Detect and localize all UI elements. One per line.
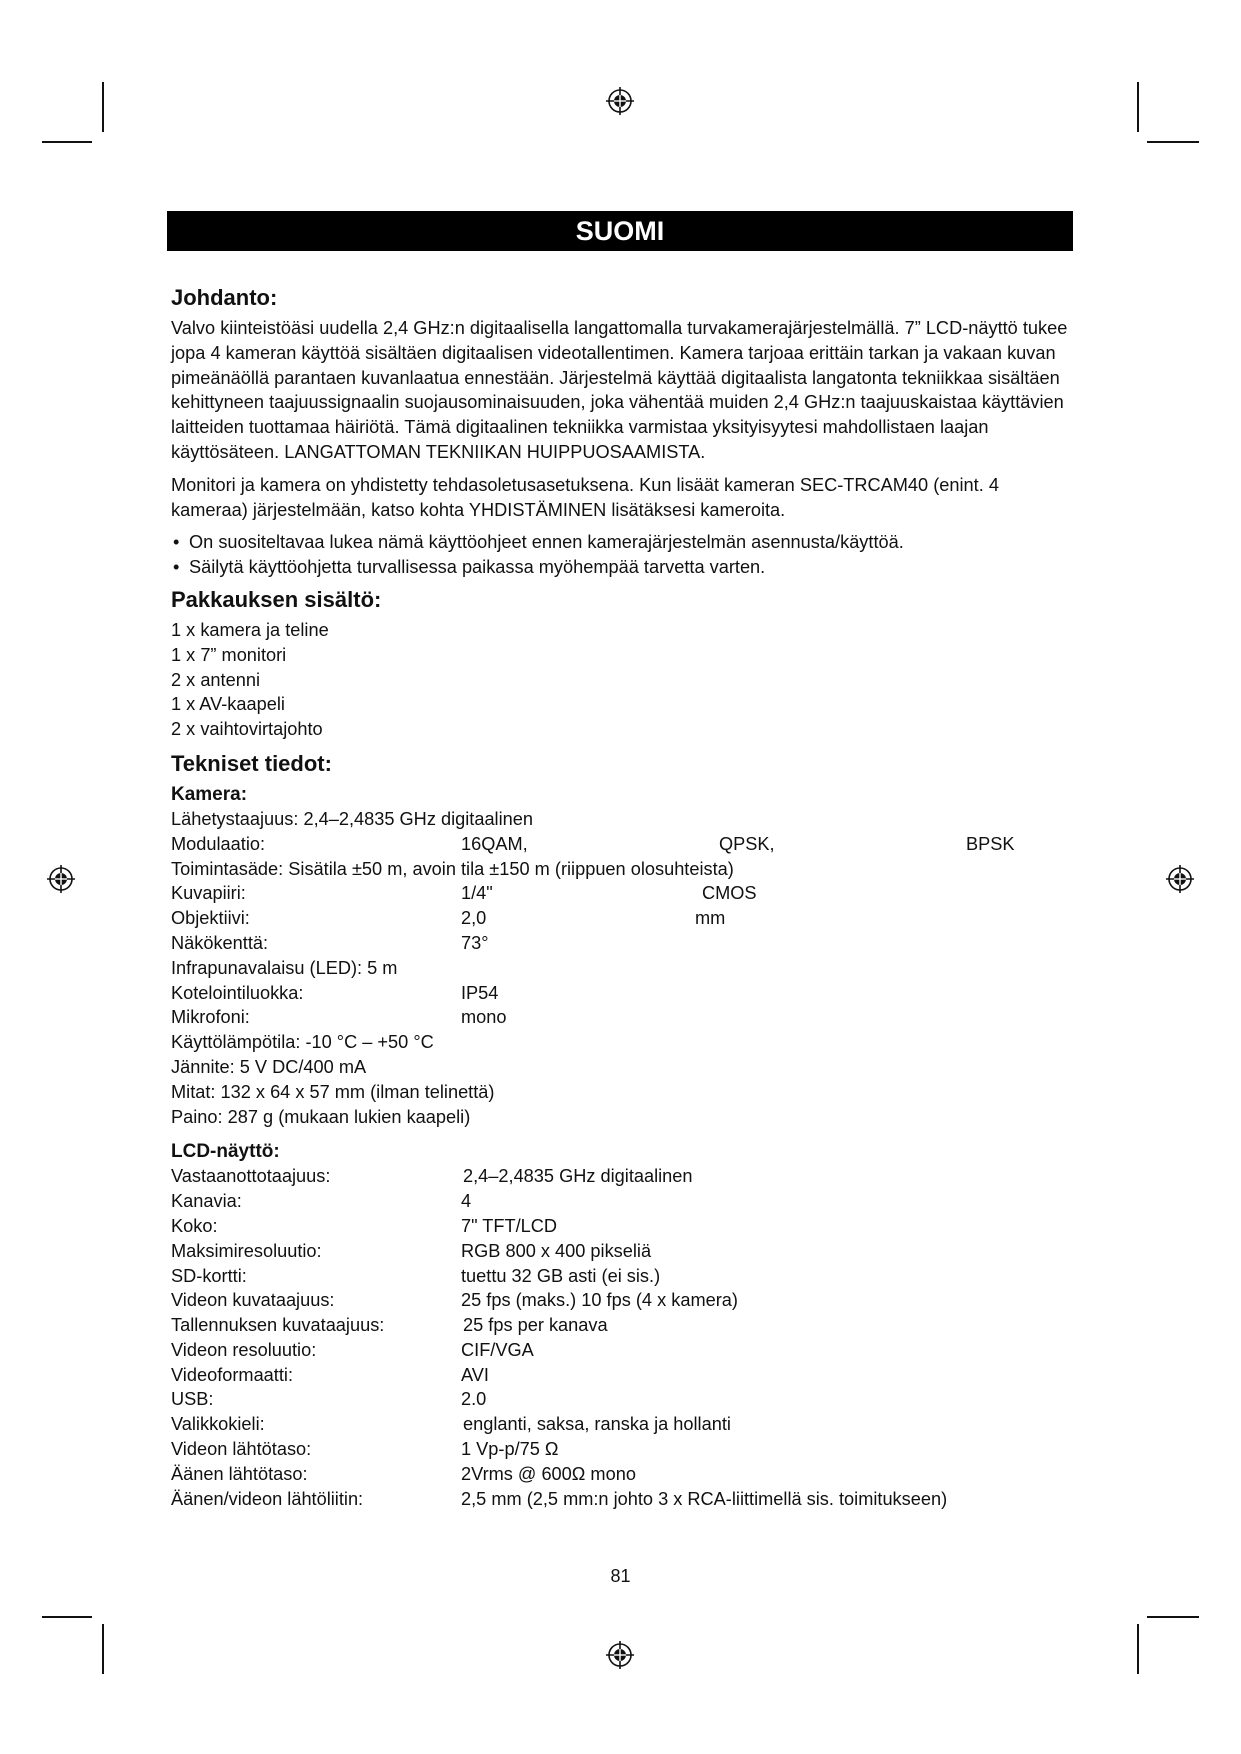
table-row: Valikkokieli: englanti, saksa, ranska ja hollanti xyxy=(171,1414,731,1435)
page-number: 81 xyxy=(610,1566,631,1586)
table-row: Äänen lähtötaso: 2Vrms @ 600Ω mono xyxy=(171,1463,636,1484)
registration-mark-icon xyxy=(605,86,635,116)
table-row: Videon resoluutio: CIF/VGA xyxy=(171,1339,534,1360)
list-item: 2 x vaihtovirtajohto xyxy=(171,719,323,740)
table-row: SD-kortti: tuettu 32 GB asti (ei sis.) xyxy=(171,1265,661,1286)
spec-row: Käyttölämpötila: -10 °C – +50 °C xyxy=(171,1032,434,1053)
monitor-paragraph: Monitori ja kamera on yhdistetty tehdasoletusasetuksena. Kun lisäät kameran SEC-TRCAM40 (enint. 4 kameraa) järjestelmään, katso kohta YHDISTÄMINEN lisätäksesi kameroita. xyxy=(171,474,999,520)
list-item: • On suositeltavaa lukea nämä käyttöohjeet ennen kamerajärjestelmän asennusta/käyttöä. xyxy=(171,530,1071,555)
registration-mark-icon xyxy=(605,1640,635,1670)
table-row: Äänen/videon lähtöliitin: 2,5 mm (2,5 mm:n johto 3 x RCA-liittimellä sis. toimitukseen) xyxy=(171,1488,948,1509)
crop-mark-top-left-v xyxy=(102,82,104,132)
crop-mark-top-left-h xyxy=(42,141,92,143)
page-content xyxy=(171,284,1071,1511)
intro-heading: Johdanto: xyxy=(171,285,278,310)
table-row: USB: 2.0 xyxy=(171,1389,487,1410)
table-row: Koko: 7" TFT/LCD xyxy=(171,1215,558,1236)
spec-row: Objektiivi: 2,0 mm xyxy=(171,908,726,929)
crop-mark-bottom-left-h xyxy=(42,1616,92,1618)
crop-mark-bottom-right-h xyxy=(1147,1616,1199,1618)
table-row: Videoformaatti: AVI xyxy=(171,1364,489,1385)
spec-row: Kotelointiluokka: IP54 xyxy=(171,982,499,1003)
registration-mark-icon xyxy=(1165,864,1195,894)
lcd-spec-table xyxy=(171,1164,1071,1511)
spec-row: Näkökenttä: 73° xyxy=(171,932,489,953)
list-item: 1 x kamera ja teline xyxy=(171,619,329,640)
list-item: 1 x AV-kaapeli xyxy=(171,694,285,715)
spec-row: Paino: 287 g (mukaan lukien kaapeli) xyxy=(171,1106,471,1127)
list-item: • Säilytä käyttöohjetta turvallisessa paikassa myöhempää tarvetta varten. xyxy=(171,555,1071,580)
table-row: Kanavia: 4 xyxy=(171,1191,472,1212)
table-row: Tallennuksen kuvataajuus: 25 fps per kanava xyxy=(171,1315,608,1336)
crop-mark-bottom-left-v xyxy=(102,1624,104,1674)
lcd-heading: LCD-näyttö: xyxy=(171,1141,280,1163)
spec-row: Mitat: 132 x 64 x 57 mm (ilman telinettä) xyxy=(171,1081,495,1102)
spec-row: Toimintasäde: Sisätila ±50 m, avoin tila ±150 m (riippuen olosuhteista) xyxy=(171,858,734,879)
registration-mark-icon xyxy=(46,864,76,894)
spec-row: Modulaatio: 16QAM, QPSK, BPSK xyxy=(171,833,1015,854)
list-item: 2 x antenni xyxy=(171,669,260,690)
table-row: Vastaanottotaajuus: 2,4–2,4835 GHz digitaalinen xyxy=(171,1166,693,1187)
list-item: 1 x 7” monitori xyxy=(171,644,287,665)
notice-list xyxy=(171,530,1071,580)
intro-paragraph: Valvo kiinteistöäsi uudella 2,4 GHz:n digitaalisella langattomalla turvakamerajärjestelmällä. 7” LCD-näyttö tukee jopa 4 kameran käyttöä sisältäen digitaalisen videotallentimen. Kamera tarjoaa erittäin tarkan ja vakaan kuvan pimeänäöllä parantaen kuvanlaatua ennestään. Järjestelmä käyttää digitaalista langatonta tekniikkaa sisältäen kehittyneen taajuussignaalin suojausominaisuuden, joka vähentää muiden 2,4 GHz:n taajuuskaistaa käyttävien laitteiden tuottamaa häiriötä. Tämä digitaalinen tekniikka varmistaa yksityisyytesi mahdollistaen laajan käyttösäteen. LANGATTOMAN TEKNIIKAN HUIPPUOSAAMISTA. xyxy=(171,318,1068,462)
specs-heading: Tekniset tiedot: xyxy=(171,750,332,776)
crop-mark-bottom-right-v xyxy=(1137,1624,1139,1674)
table-row: Maksimiresoluutio: RGB 800 x 400 pikseliä xyxy=(171,1240,652,1261)
crop-mark-top-right-h xyxy=(1147,141,1199,143)
language-banner: SUOMI xyxy=(167,211,1073,251)
spec-row: Kuvapiiri: 1/4" CMOS xyxy=(171,883,757,904)
package-heading: Pakkauksen sisältö: xyxy=(171,586,382,612)
package-list xyxy=(171,618,1071,742)
spec-row: Jännite: 5 V DC/400 mA xyxy=(171,1056,367,1077)
table-row: Videon kuvataajuus: 25 fps (maks.) 10 fps (4 x kamera) xyxy=(171,1290,738,1311)
camera-heading: Kamera: xyxy=(171,783,248,805)
table-row: Videon lähtötaso: 1 Vp-p/75 Ω xyxy=(171,1439,559,1460)
crop-mark-top-right-v xyxy=(1137,82,1139,132)
spec-row: Lähetystaajuus: 2,4–2,4835 GHz digitaalinen xyxy=(171,808,533,829)
spec-row: Infrapunavalaisu (LED): 5 m xyxy=(171,957,398,978)
spec-row: Mikrofoni: mono xyxy=(171,1007,507,1028)
